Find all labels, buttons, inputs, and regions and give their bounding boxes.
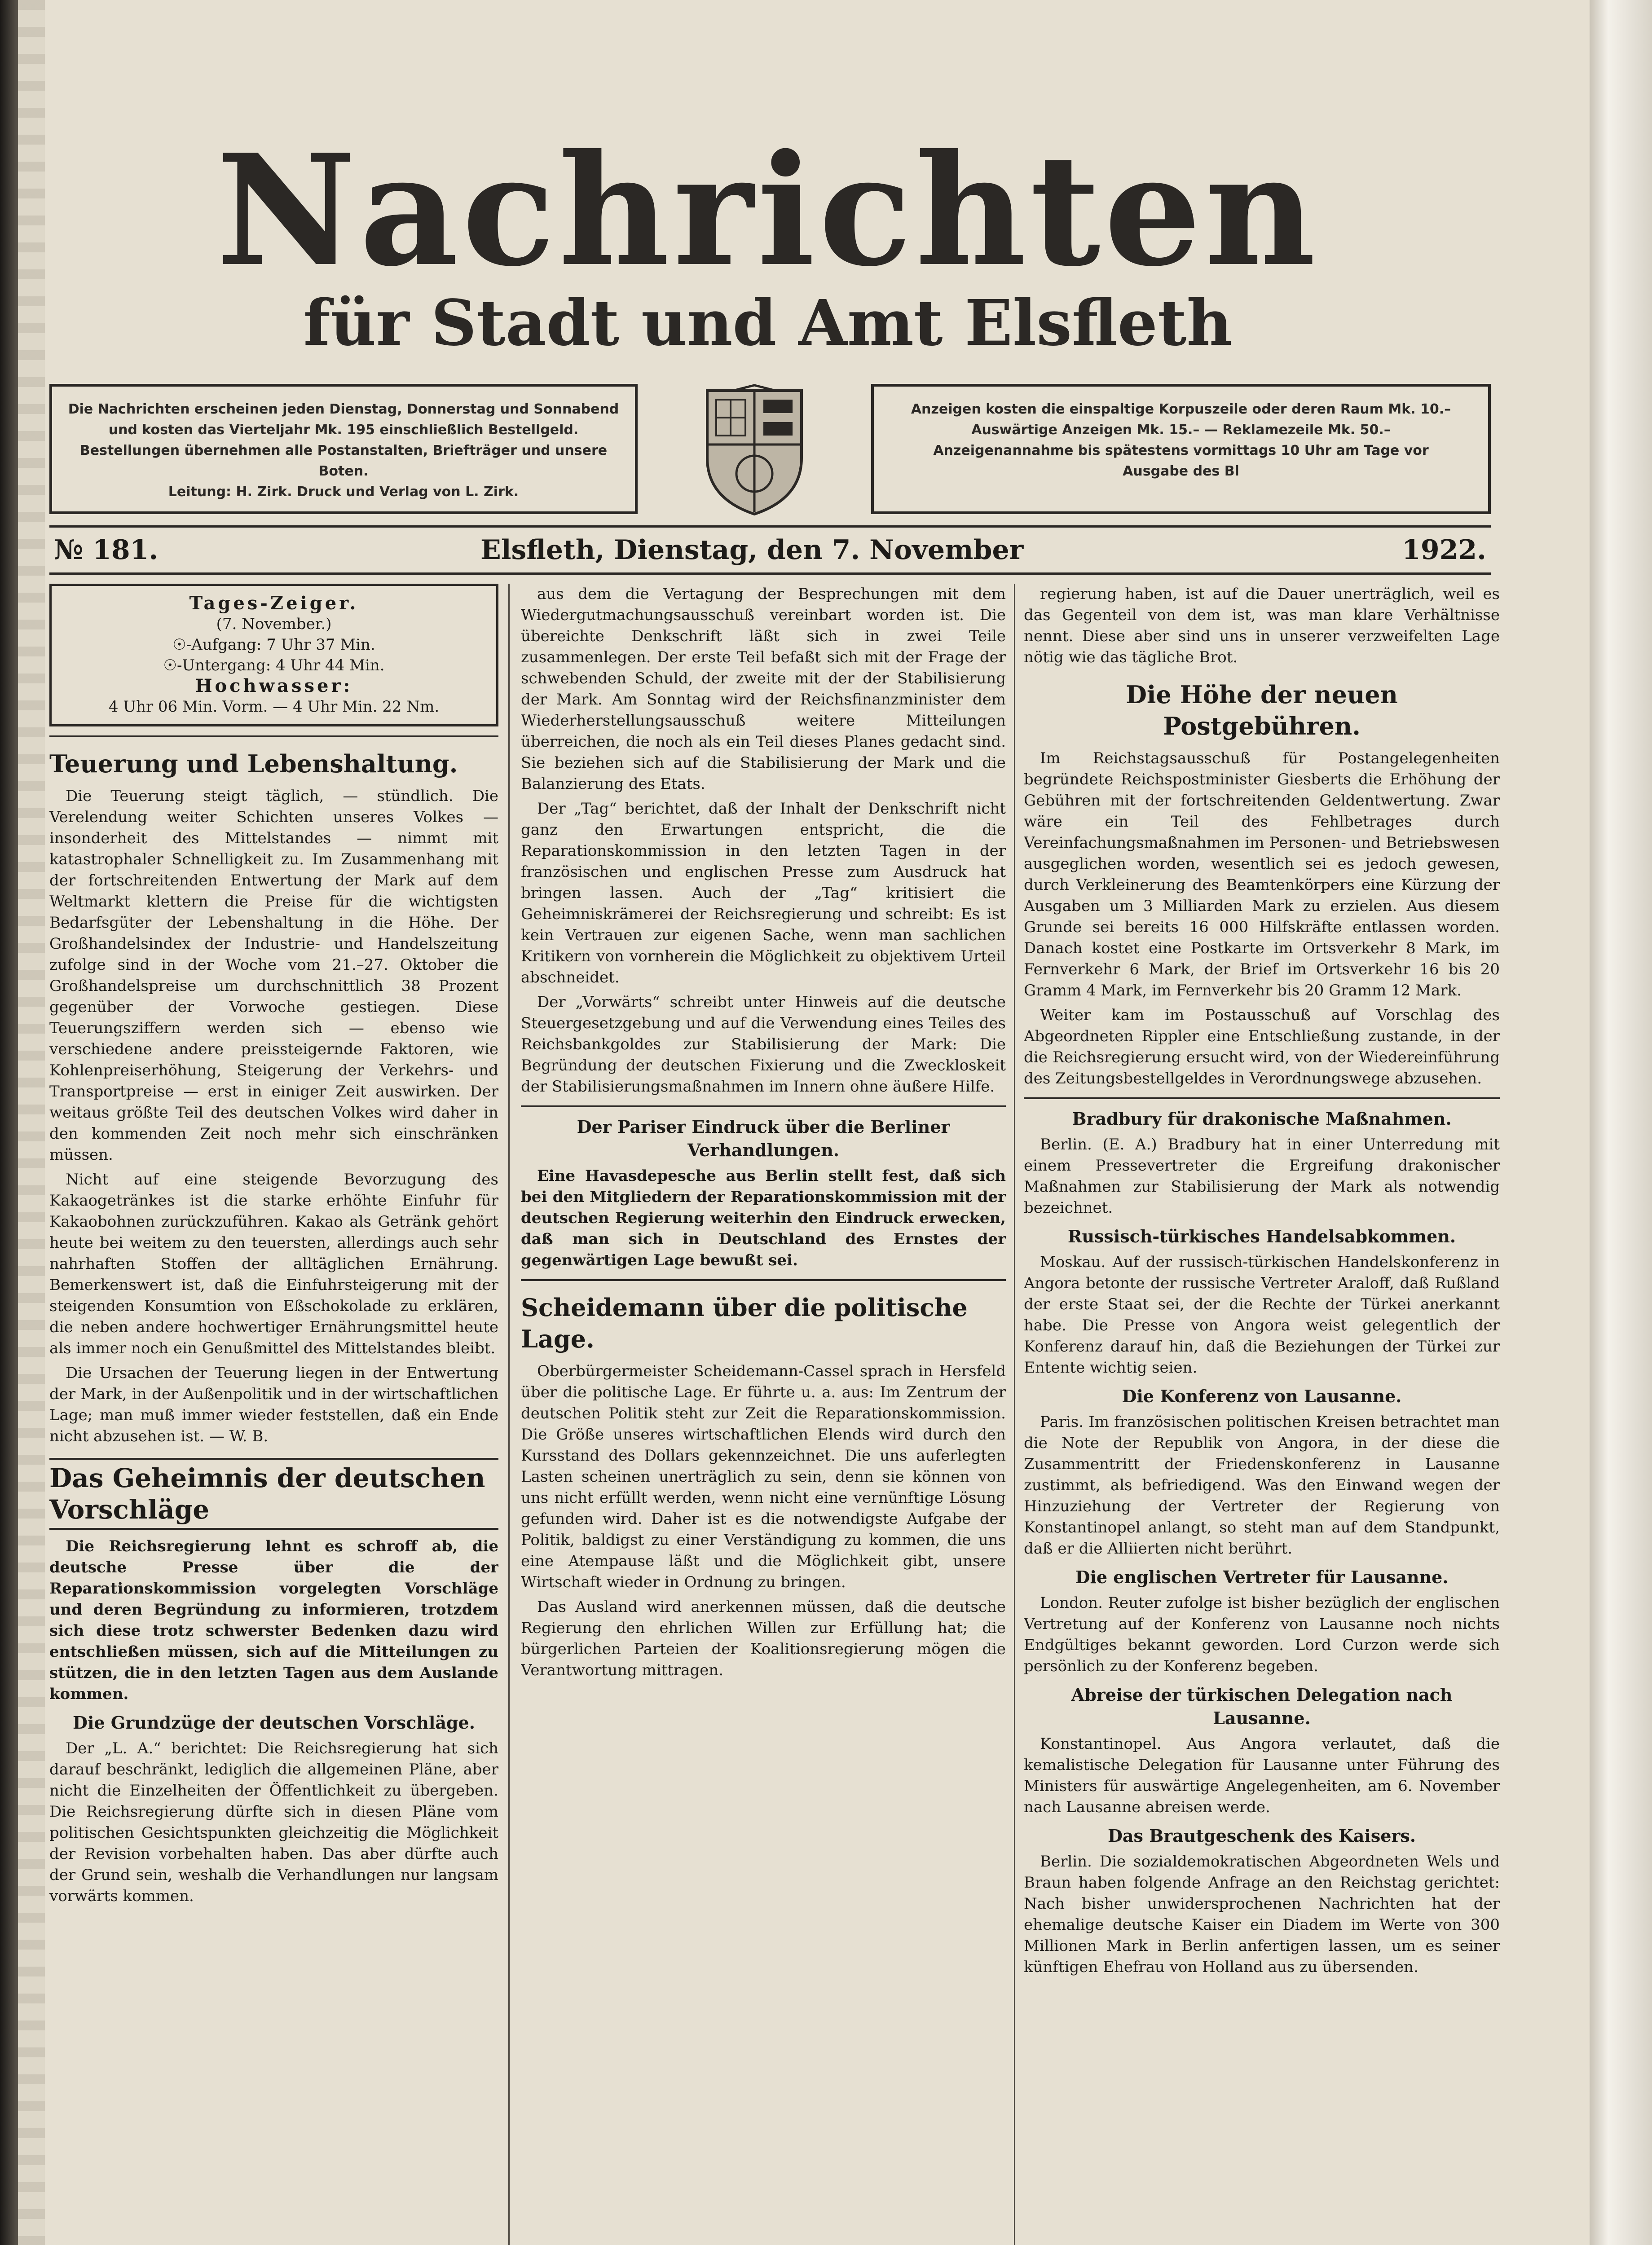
article-paragraph: Moskau. Auf der russisch-türkischen Handelskonferenz in Angora betonte der russische Vertreter Araloff, daß Rußland der erste Staat sei, der die Rechte der Türkei anerkannt habe. Die Presse von Angora weist gelegentlich der Konferenz darauf hin, daß die Beziehungen der Türkei zur Entente wichtig seien. [1024,1253,1500,1377]
column-rule [1014,584,1015,2245]
article-paragraph: Paris. Im französischen politischen Kreisen betrachtet man die Note der Republik von Angora, in der diese die Zusammentritt der Friedenskonferenz in Lausanne zustimmt, als befriedigend. Was den Einwand wegen der Hinzuziehung der Vertreter der Regierung von Konstantinopel anlangt, so steht man auf dem Standpunkt, daß er die Alliierten nicht berührt. [1024,1413,1500,1558]
column-1 [49,584,498,2245]
article-paragraph: Die Teuerung steigt täglich, — stündlich. Die Verelendung weiter Schichten unseres Volkes — insonderheit des Mittelstandes — nimmt mit katastrophaler Schnelligkeit zu. Im Zusammenhang mit der fortschreitenden Entwertung der Mark auf dem Weltmarkt klettern die Preise für die wichtigsten Bedarfsgüter der Lebenshaltung in die Höhe. Der Großhandelsindex der Industrie- und Handelszeitung zufolge sind in der Woche vom 21.–27. Oktober die Großhandelspreise um durchschnittlich 38 Prozent gegenüber der Vorwoche gestiegen. Diese Teuerungsziffern werden sich — ebenso wie verschiedene andere preissteigernde Faktoren, wie Kohlenpreiserhöhung, Steigerung der Verkehrs- und Transportpreise — erst in einiger Zeit auswirken. Der weitaus größte Teil des deutschen Volkes wird daher in den kommenden Zeit noch mehr sich einschränken müssen. [49,787,498,1164]
article-subheading: Russisch-türkisches Handelsabkommen. [1067,1226,1456,1246]
sunset-time: ☉-Untergang: 4 Uhr 44 Min. [163,656,385,674]
article-subheading: Bradbury für drakonische Maßnahmen. [1072,1109,1452,1129]
article-heading: Die Höhe der neuen Postgebühren. [1126,680,1398,740]
article-paragraph: London. Reuter zufolge ist bisher bezüglich der englischen Vertretung auf der Konferenz von Lausanne noch nichts Endgültiges bekannt geworden. Lord Curzon werde sich persönlich zu der Konferenz begeben. [1024,1594,1500,1675]
newspaper-page [18,0,1590,2245]
dateline-bar [49,525,1491,575]
article-paragraph: Weiter kam im Postausschuß auf Vorschlag des Abgeordneten Rippler eine Entschließung zustande, in der die Reichsregierung ersucht wird, von der Wiedereinführung des Zeitungsbestellgeldes in Verordnungswege abzusehen. [1024,1006,1500,1087]
article-paragraph: aus dem die Vertagung der Besprechungen mit dem Wiedergutmachungsausschuß vereinbart worden ist. Die übereichte Denkschrift läßt sich in zwei Teile zusammenlegen. Der erste Teil befaßt sich mit der Frage der schwebenden Schuld, der zweite mit der der Stabilisierung der Mark. Am Sonntag wird der Reichsfinanzminister dem Wiederherstellungsausschuß weitere Mitteilungen überreichen, die noch als ein Teil dieses Planes gedacht sind. Sie beziehen sich auf die Stabilisierung der Mark und die Balanzierung des Etats. [521,585,1006,793]
place-date: Elsfleth, Dienstag, den 7. November [480,534,1024,566]
issue-year: 1922. [1402,534,1486,566]
article-subheading: Das Brautgeschenk des Kaisers. [1107,1826,1416,1846]
article-paragraph: Im Reichstagsausschuß für Postangelegenheiten begründete Reichspostminister Giesberts die Erhöhung der Gebühren mit der fortschreitenden Geldentwertung. Zwar wäre ein Teil des Fehlbetrages durch Vereinfachungsmaßnahmen im Personen- und Betriebswesen ausgeglichen worden, wesentlich sei es jedoch gewesen, durch Verkleinerung des Beamtenkörpers eine Kürzung der Ausgaben um 3 Milliarden Mark zu erzielen. Aus diesem Grunde sei bereits 16 000 Hilfskräfte entlassen worden. Danach kostet eine Postkarte im Ortsverkehr 8 Mark, im Fernverkehr 6 Mark, der Brief im Ortsverkehr 16 bis 20 Gramm 4 Mark, im Fernverkehr bis 20 Gramm 12 Mark. [1024,749,1500,999]
article-paragraph: Der „L. A.“ berichtet: Die Reichsregierung hat sich darauf beschränkt, lediglich die allgemeinen Pläne, aber nicht die Einzelheiten der Öffentlichkeit zu übergeben. Die Reichsregierung dürfte sich in diesen Pläne vom politischen Gesichtspunkten gleichzeitig die Möglichkeit der Revision vorbehalten haben. Das aber dürfte auch der Grund sein, weshalb die Verhandlungen nur langsam vorwärts kommen. [49,1739,498,1905]
article-heading: Scheidemann über die politische Lage. [521,1293,968,1353]
article-paragraph: Nicht auf eine steigende Bevorzugung des Kakaogetränkes ist die starke erhöhte Einfuhr für Kakaobohnen zurückzuführen. Kakao als Getränk gehört heute bei weitem zu den teuersten, allerdings auch sehr nahrhaften Stoffen der alltäglichen Ernährung. Bemerkenswert ist, daß die Einfuhrsteigerung mit der steigenden Konsumtion von Eßschokolade zu erklären, die neben andere hochwertiger Ernährungsmittel heute als immer noch ein Genußmittel des Mittelstandes bleibt. [49,1171,498,1357]
article-lead: Die Reichsregierung lehnt es schroff ab, die deutsche Presse über die der Reparationskommission vorgelegten Vorschläge und deren Begründung zu informieren, trotzdem sich diese trotz schwerster Bedenken dazu wird entschließen müssen, sich auf die Mitteilungen zu stützen, die in den letzten Tagen aus dem Auslande kommen. [49,1537,498,1703]
rate-line: Anzeigen kosten die einspaltige Korpuszeile oder deren Raum Mk. 10.– [911,401,1451,417]
tageszeiger-date: (7. November.) [216,615,332,633]
issue-number: № 181. [54,534,159,566]
article-paragraph: Berlin. (E. A.) Bradbury hat in einer Unterredung mit einem Pressevertreter die Ergreifung drakonischer Maßnahmen zur Stabilisierung der Mark als notwendig bezeichnet. [1024,1136,1500,1217]
divider [521,1105,1006,1107]
article-heading: Das Geheimnis der deutschen Vorschläge [49,1458,498,1530]
tageszeiger-title: Tages-Zeiger. [189,593,359,614]
masthead-title: Nachrichten [216,121,1320,300]
article-paragraph: Der „Vorwärts“ schreibt unter Hinweis auf die deutsche Steuergesetzgebung und auf die Verwendung eines Teiles des Reichsbankgoldes zur Stabilisierung der Mark: Die Begründung der deutschen Fixierung und die Zweckloskeit der Stabilisierungsmaßnahmen im Innern ohne äußere Hilfe. [521,993,1006,1096]
article-paragraph: regierung haben, ist auf die Dauer unerträglich, weil es das Gegenteil von dem ist, was man klare Verhältnisse nennt. Diese aber sind uns in unserer verzweifelten Lage nötig wie das tägliche Brot. [1024,585,1500,666]
divider [1024,1097,1500,1099]
info-line: Die Nachrichten erscheinen jeden Dienstag, Donnerstag und Sonnabend [68,401,619,417]
sunrise-time: ☉-Aufgang: 7 Uhr 37 Min. [172,636,375,654]
article-paragraph: Eine Havasdepesche aus Berlin stellt fest, daß sich bei den Mitgliedern der Reparationskommission mit der deutschen Regierung weiterhin den Eindruck erwecken, daß man sich in Deutschland des Ernstes der gegenwärtigen Lage bewußt sei. [521,1167,1006,1269]
article-subheading: Der Pariser Eindruck über die Berliner Verhandlungen. [577,1117,950,1160]
divider [521,1279,1006,1281]
high-water-title: Hochwasser: [195,675,353,696]
article-paragraph: Das Ausland wird anerkennen müssen, daß die deutsche Regierung den ehrlichen Willen zur Erfüllung hat; die bürgerlichen Parteien der Koalitionsregierung mögen die Verantwortung mittragen. [521,1598,1006,1679]
article-heading: Teuerung und Lebenshaltung. [49,749,458,778]
article-subheading: Die englischen Vertreter für Lausanne. [1075,1567,1449,1587]
tageszeiger-box [49,584,498,726]
article-subheading: Die Grundzüge der deutschen Vorschläge. [73,1712,475,1733]
advertising-rates-box [871,384,1491,514]
info-line: und kosten das Vierteljahr Mk. 195 einschließlich Bestellgeld. [108,422,579,438]
page-stack-edge [1590,0,1652,2245]
subscription-info-box [49,384,638,514]
info-line: Bestellungen übernehmen alle Postanstalten, Briefträger und unsere Boten. [79,443,608,479]
rate-line: Ausgabe des Bl [1123,463,1239,479]
article-subheading: Abreise der türkischen Delegation nach Lausanne. [1071,1685,1453,1728]
column-2 [521,584,1006,2245]
info-line: Leitung: H. Zirk. Druck und Verlag von L. Zirk. [168,484,519,500]
article-paragraph: Oberbürgermeister Scheidemann-Cassel sprach in Hersfeld über die politische Lage. Er führte u. a. aus: Im Zentrum der deutschen Politik steht zur Zeit die Reparationskommission. Die Größe unseres wirtschaftlichen Elends wird durch den Kursstand des Dollars gekennzeichnet. Die uns auferlegten Lasten scheinen unerträglich zu sein, denn sie können von uns nicht erfüllt werden, wenn nicht eine vernünftige Lösung gefunden wird. Daher ist es die notwendigste Aufgabe der Politik, baldigst zu einer Verständigung zu kommen, die uns eine Atempause läßt und die Möglichkeit gibt, unsere Wirtschaft wieder in Ordnung zu bringen. [521,1362,1006,1591]
column-3 [1024,584,1500,2245]
high-water-times: 4 Uhr 06 Min. Vorm. — 4 Uhr Min. 22 Nm. [108,698,440,716]
rate-line: Auswärtige Anzeigen Mk. 15.– — Reklamezeile Mk. 50.– [971,422,1391,438]
column-rule [508,584,510,2245]
masthead-subtitle: für Stadt und Amt Elsfleth [303,286,1233,360]
article-paragraph: Die Ursachen der Teuerung liegen in der Entwertung der Mark, in der Außenpolitik und in der wirtschaftlichen Lage; man muß immer wieder feststellen, daß ein Ende nicht abzusehen ist. — W. B. [49,1364,498,1445]
book-spine [0,0,18,2245]
article-paragraph: Berlin. Die sozialdemokratischen Abgeordneten Wels und Braun haben folgende Anfrage an den Reichstag gerichtet: Nach bisher unwidersprochenen Nachrichten hat der ehemalige deutsche Kaiser ein Diadem im Werte von 300 Millionen Mark in Berlin anfertigen lassen, um es seiner künftigen Ehefrau von Holland aus zu übersenden. [1024,1853,1500,1976]
rate-line: Anzeigenannahme bis spätestens vormittags 10 Uhr am Tage vor [933,443,1429,458]
previous-page-edge [18,0,45,2245]
coat-of-arms-icon [703,382,806,516]
article-subheading: Die Konferenz von Lausanne. [1122,1386,1402,1406]
divider [49,735,498,737]
article-paragraph: Konstantinopel. Aus Angora verlautet, daß die kemalistische Delegation für Lausanne unter Führung des Ministers für auswärtige Angelegenheiten, am 6. November nach Lausanne abreisen werde. [1024,1735,1500,1816]
article-paragraph: Der „Tag“ berichtet, daß der Inhalt der Denkschrift nicht ganz den Erwartungen entspricht, die die Reparationskommission in den letzten Tagen in der französischen und englischen Presse zum Ausdruck hat bringen lassen. Auch der „Tag“ kritisiert die Geheimniskrämerei der Reichsregierung und schreibt: Es ist kein Vertrauen zur eigenen Sache, wenn man sachlichen Kritikern von vornherein die Möglichkeit zu objektivem Urteil abschneidet. [521,800,1006,986]
